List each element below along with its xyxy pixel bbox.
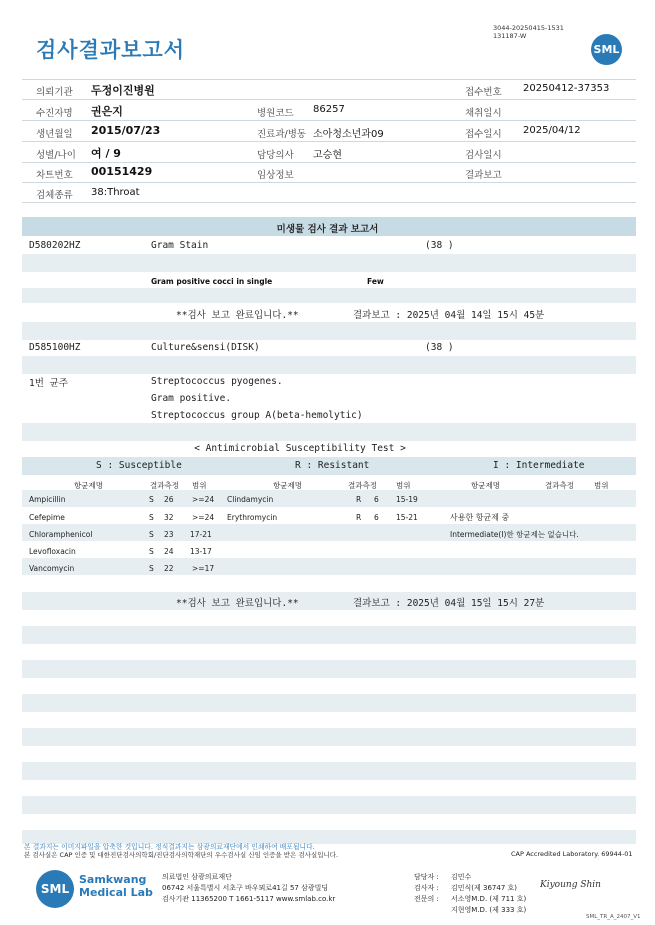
drug-sir: S [149, 547, 154, 556]
clinical-label: 임상정보 [257, 170, 294, 181]
drug-sir: S [149, 530, 154, 539]
staff-value: 김민수 [451, 873, 472, 881]
test1-name: Gram Stain [151, 240, 209, 251]
collect-date-label: 채취일시 [465, 108, 502, 119]
drug-name: Ampicillin [29, 495, 66, 504]
drug-range: 17-21 [190, 530, 212, 539]
legend-resistant: R : Resistant [295, 460, 370, 471]
drug-sir: R [356, 513, 362, 522]
hospital-value: 두정이진병원 [91, 84, 155, 97]
hosp-code-label: 병원코드 [257, 108, 294, 119]
report-label: 결과보고 [465, 170, 502, 181]
specimen-value: 38:Throat [91, 187, 140, 198]
drug-range: >=17 [192, 564, 215, 573]
org-name: 의료법인 삼광의료재단 [162, 873, 232, 881]
sex-age-value: 여 / 9 [91, 147, 121, 160]
ast-title: < Antimicrobial Susceptibility Test > [194, 443, 406, 454]
cap-accreditation: CAP Accredited Laboratory. 69944-01 [511, 850, 633, 858]
col-result-header: 결과측정 [150, 481, 179, 490]
drug-sir: S [149, 564, 154, 573]
drug-sir: S [149, 495, 154, 504]
drug-range: 13-17 [190, 547, 212, 556]
drug-sir: S [149, 513, 154, 522]
org-address: 06742 서울특별시 서초구 바우뫼로41길 57 삼광빌딩 [162, 884, 329, 892]
doctor-value: 고승현 [313, 150, 342, 161]
drug-mm: 6 [374, 513, 379, 522]
test-date-label: 검사일시 [465, 150, 502, 161]
col-result-header: 결과측정 [545, 481, 574, 490]
form-code: SML_TR_A_2407_V1 [586, 914, 641, 920]
organism-line: Streptococcus group A(beta-hemolytic) [151, 410, 363, 421]
receipt-no-value: 20250412-37353 [523, 83, 610, 94]
drug-mm: 6 [374, 495, 379, 504]
sml-logo-icon: SML [591, 34, 622, 65]
receipt-no-label: 접수번호 [465, 87, 502, 98]
brand-name [79, 873, 153, 899]
complete1-text: **검사 보고 완료입니다.** [176, 310, 299, 321]
sex-age-label: 성별/나이 [36, 150, 76, 161]
receipt-date-label: 접수일시 [465, 129, 502, 140]
test1-code: D580202HZ [29, 240, 81, 251]
patient-value: 권은지 [91, 105, 123, 118]
col-range-header: 범위 [192, 481, 207, 490]
drug-name: Erythromycin [227, 513, 278, 522]
drug-mm: 23 [164, 530, 174, 539]
drug-range: >=24 [192, 513, 215, 522]
legend-intermediate: I : Intermediate [493, 460, 585, 471]
organism-line: Gram positive. [151, 393, 232, 404]
complete2-text: **검사 보고 완료입니다.** [176, 598, 299, 609]
col-range-header: 범위 [396, 481, 411, 490]
tester-label: 검사자 : [414, 884, 439, 892]
micro-section-title: 미생물 검사 결과 보고서 [276, 224, 379, 235]
hospital-label: 의뢰기관 [36, 87, 73, 98]
drug-mm: 24 [164, 547, 174, 556]
drug-name: Cefepime [29, 513, 65, 522]
brand-line2: Medical Lab [79, 886, 153, 899]
col-range-header: 범위 [594, 481, 609, 490]
hosp-code-value: 86257 [313, 104, 345, 115]
drug-range: 15-19 [396, 495, 418, 504]
drug-name: Chloramphenicol [29, 530, 93, 539]
document-id [493, 24, 564, 40]
organism-line: Streptococcus pyogenes. [151, 376, 283, 387]
specialist-2: 지현영M.D. (제 333 호) [451, 906, 527, 914]
footer-notice-1: 본 결과지는 이미지파일을 압축한 것입니다. 정식결과지는 삼광의료재단에서 인쇄하여 배포됩니다. [24, 843, 315, 851]
legend-susceptible: S : Susceptible [96, 460, 182, 471]
drug-name: Vancomycin [29, 564, 75, 573]
col-drug-header: 항균제명 [273, 481, 302, 490]
dept-label: 진료과/병동 [257, 129, 307, 140]
chart-value: 00151429 [91, 165, 153, 178]
col-drug-header: 항균제명 [471, 481, 500, 490]
gram-result: Gram positive cocci in single [151, 277, 273, 286]
complete2-time: 결과보고 : 2025년 04월 15일 15시 27분 [353, 598, 545, 609]
drug-name: Levofloxacin [29, 547, 76, 556]
complete1-time: 결과보고 : 2025년 04월 14일 15시 45분 [353, 310, 545, 321]
intermediate-note-2: Intermediate(I)한 항균제는 없습니다. [450, 530, 579, 539]
staff-label: 담당자 : [414, 873, 439, 881]
doctor-label: 담당의사 [257, 150, 294, 161]
specialist-label: 전문의 : [414, 895, 439, 903]
brand-line1: Samkwang [79, 873, 147, 886]
doc-id-line1: 3044-20250415-1531 [493, 24, 564, 32]
org-contact: 검사기관 11365200 T 1661-5117 www.smlab.co.kr [162, 895, 336, 903]
drug-name: Clindamycin [227, 495, 274, 504]
dept-value: 소아청소년과09 [313, 129, 384, 140]
intermediate-note-1: 사용한 항균제 중 [450, 513, 510, 522]
drug-mm: 26 [164, 495, 174, 504]
dob-value: 2015/07/23 [91, 124, 161, 137]
specialist-1: 서소영M.D. (제 711 호) [451, 895, 527, 903]
drug-range: >=24 [192, 495, 215, 504]
page-title: 검사결과보고서 [36, 38, 186, 62]
tester-value: 김민식(제 36747 호) [451, 884, 517, 892]
drug-mm: 32 [164, 513, 174, 522]
signature: Kiyoung Shin [540, 880, 601, 890]
specimen-label: 검체종류 [36, 190, 73, 201]
strain-label: 1번 균주 [29, 378, 68, 389]
test1-specimen: (38 ) [425, 240, 454, 251]
test2-name: Culture&sensi(DISK) [151, 342, 260, 353]
drug-range: 15-21 [396, 513, 418, 522]
patient-label: 수진자명 [36, 108, 73, 119]
dob-label: 생년월일 [36, 129, 73, 140]
footer-notice-2: 본 검사실은 CAP 인증 및 대한진단검사의학회/진단검사의학재단의 우수검사실 신임 인증을 받은 검사실입니다. [24, 851, 339, 859]
test2-code: D585100HZ [29, 342, 81, 353]
col-result-header: 결과측정 [348, 481, 377, 490]
chart-label: 차트번호 [36, 170, 73, 181]
test2-specimen: (38 ) [425, 342, 454, 353]
doc-id-line2: 131187-W [493, 32, 527, 40]
col-drug-header: 항균제명 [74, 481, 103, 490]
sml-footer-logo-icon: SML [36, 870, 74, 908]
receipt-date-value: 2025/04/12 [523, 125, 581, 136]
drug-sir: R [356, 495, 362, 504]
drug-mm: 22 [164, 564, 174, 573]
gram-amount: Few [367, 277, 384, 286]
